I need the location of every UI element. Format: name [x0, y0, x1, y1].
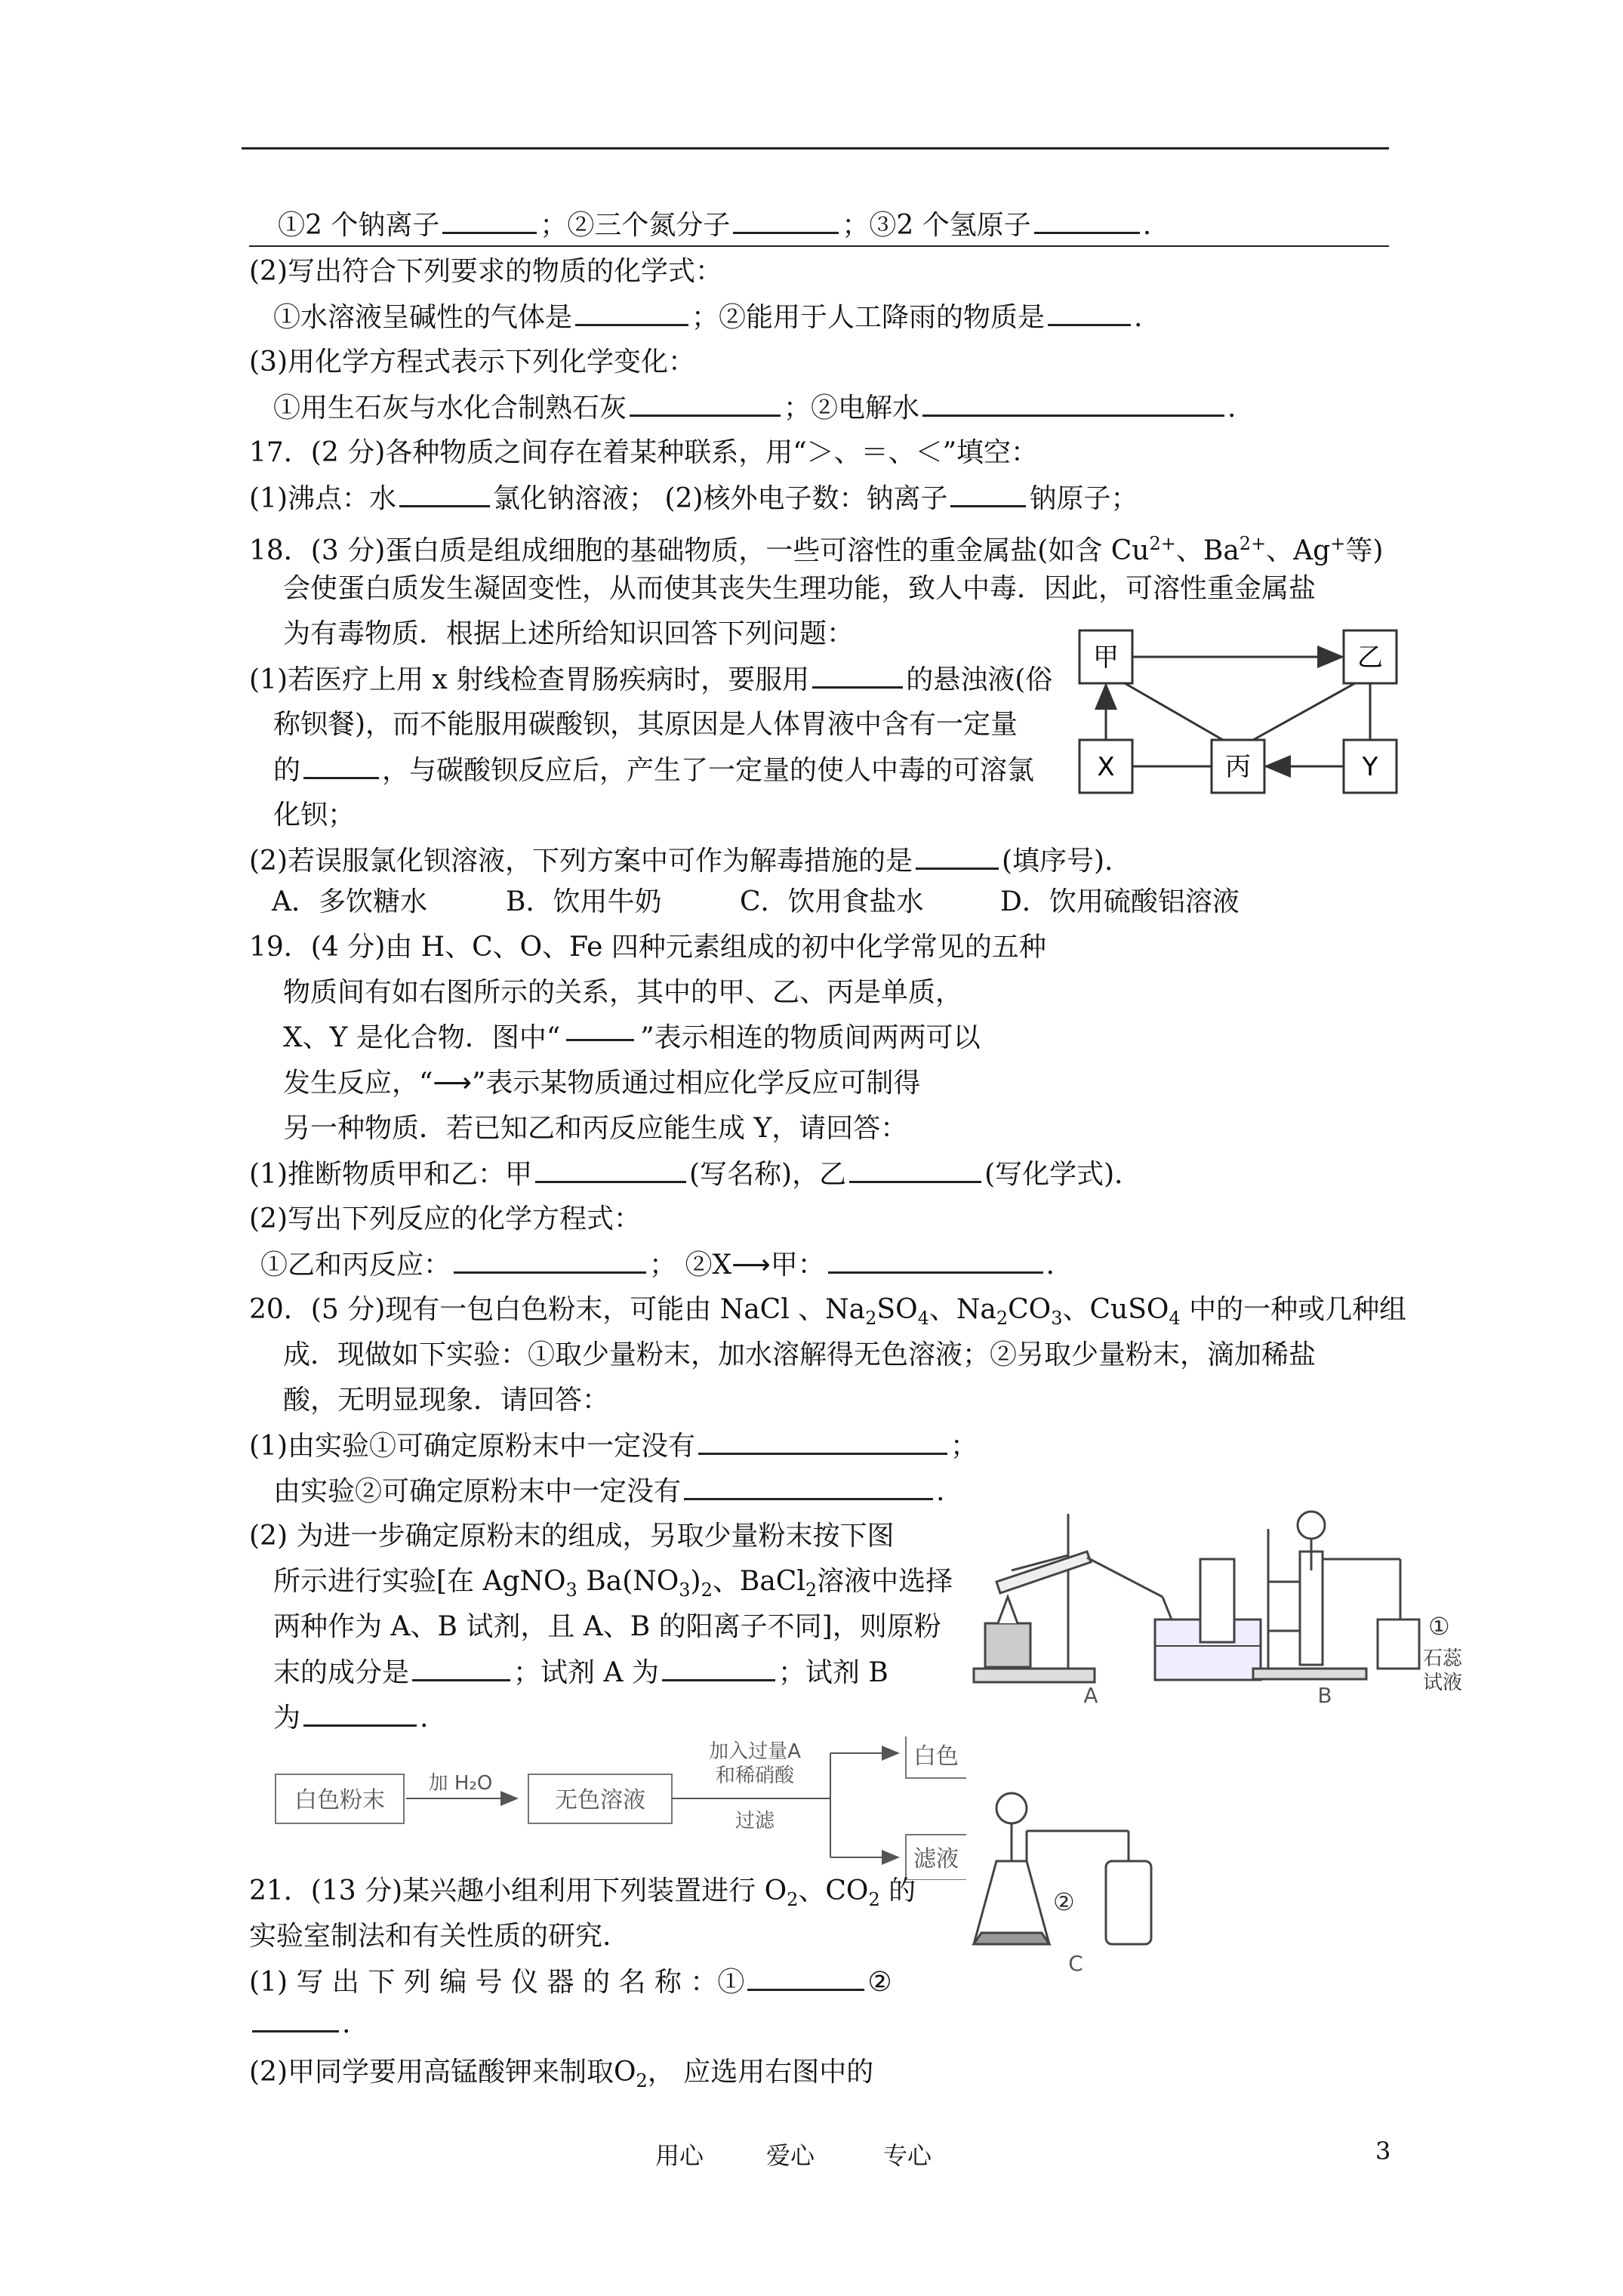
question-18: 18．(3 分)蛋白质是组成细胞的基础物质，一些可溶性的重金属盐(如含 $Cu^{2+}$、$Ba^{2+}$、Ag+等)	[249, 533, 1384, 566]
question-20-text: 为 .	[273, 1699, 428, 1737]
header-rule	[242, 147, 1389, 149]
answer-blank[interactable]	[747, 1963, 864, 1991]
question-19-text: 发生反应，“⟶”表示某物质通过相应化学反应可制得	[283, 1068, 921, 1099]
question-18-part1: (1)若医疗上用 x 射线检查胃肠疾病时，要服用 的悬浊液(俗	[249, 661, 1052, 699]
apparatus-figure	[966, 1499, 1487, 1989]
footer-3: 专心	[883, 2141, 932, 2170]
question-18-text: 化钡；	[273, 800, 356, 831]
flow-label-reagent: 加入过量A	[709, 1740, 801, 1763]
label-x: X	[1097, 752, 1115, 782]
question-21-part1: (1) 写 出 下 列 编 号 仪 器 的 名 称 ：① ②	[249, 1963, 892, 2002]
answer-blank[interactable]	[252, 2005, 339, 2032]
footer-1: 用心	[655, 2141, 704, 2170]
question-19-part1: (1)推断物质甲和乙：甲 (写名称)，乙 (写化学式)．	[249, 1155, 1141, 1194]
line-symbol	[566, 1039, 634, 1041]
question-20-part1: (1)由实验①可确定原粉末中一定没有 ；	[249, 1427, 978, 1465]
footer-2: 爱心	[766, 2141, 815, 2170]
option-c[interactable]: C．饮用食盐水	[740, 886, 924, 917]
label-apparatus-c: C	[1068, 1951, 1083, 1976]
relation-diagram	[1064, 615, 1412, 804]
answer-blank[interactable]	[630, 389, 781, 417]
label-yi: 乙	[1357, 643, 1383, 673]
answer-blank[interactable]	[303, 1699, 417, 1727]
question-19-text: X、Y 是化合物．图中“ ”表示相连的物质间两两可以	[283, 1022, 981, 1053]
answer-blank[interactable]	[1048, 298, 1131, 326]
section-rule	[249, 245, 1389, 247]
answer-blank[interactable]	[454, 1246, 646, 1274]
arrow-symbol: ⟶	[433, 1068, 473, 1099]
answer-blank[interactable]	[535, 1155, 686, 1183]
question-21-part2: (2)甲同学要用高锰酸钾来制取$O_2$， 应选用右图中的	[249, 2057, 874, 2092]
label-litmus-1: 石蕊	[1423, 1647, 1463, 1670]
answer-blank[interactable]	[1034, 206, 1140, 234]
answer-blank[interactable]	[812, 661, 903, 689]
answer-blank[interactable]	[922, 389, 1224, 417]
flow-label-water: 加 H₂O	[428, 1772, 493, 1795]
question-20-text: 酸，无明显现象．请回答：	[283, 1385, 610, 1416]
question-20-text: 所示进行实验[在 AgNO$_3$ $Ba(NO_3)_2$、BaCl$_2$溶液中选择	[273, 1566, 953, 1601]
answer-blank[interactable]	[303, 751, 379, 779]
flow-box-solution: 无色溶液	[555, 1787, 645, 1814]
answer-blank[interactable]	[950, 479, 1026, 507]
label-litmus-2: 试液	[1423, 1672, 1463, 1694]
answer-blank[interactable]	[849, 1155, 981, 1183]
question-20-part2: (2) 为进一步确定原粉末的组成，另取少量粉末按下图	[249, 1521, 895, 1552]
label-apparatus-a: A	[1083, 1683, 1098, 1708]
question-21-text: 实验室制法和有关性质的研究.	[249, 1921, 611, 1952]
answer-blank[interactable]	[733, 206, 839, 234]
label-y: Y	[1362, 752, 1378, 782]
question-21: 21．(13 分)某兴趣小组利用下列装置进行 $O_2$、$CO_2$ 的	[249, 1875, 916, 1911]
flow-label-acid: 和稀硝酸	[715, 1764, 795, 1787]
label-jia: 甲	[1093, 643, 1119, 673]
question-18-text: 会使蛋白质发生凝固变性，从而使其丧失生理功能，致人中毒．因此，可溶性重金属盐	[283, 573, 1317, 604]
answer-blank[interactable]	[916, 842, 999, 870]
line-equation-blanks: ①用生石灰与水化合制熟石灰 ；②电解水 .	[273, 389, 1236, 427]
flow-diagram	[272, 1737, 966, 1880]
answer-blank[interactable]	[698, 1427, 947, 1455]
question-18-options	[272, 883, 1240, 921]
question-20-part1b: 由实验②可确定原粉末中一定没有 .	[273, 1472, 944, 1511]
answer-blank[interactable]	[399, 479, 490, 507]
option-b[interactable]: B．饮用牛奶	[506, 886, 662, 917]
label-apparatus-b: B	[1317, 1683, 1332, 1708]
answer-blank[interactable]	[575, 298, 688, 326]
option-d[interactable]: D．饮用硫酸铝溶液	[1000, 886, 1240, 917]
question-19-text: 物质间有如右图所示的关系，其中的甲、乙、丙是单质，	[283, 977, 963, 1008]
question-19-part2-blanks: ①乙和丙反应： ； ②X⟶甲： ．	[260, 1246, 1073, 1284]
flow-box-powder: 白色粉末	[294, 1787, 385, 1814]
answer-blank[interactable]	[828, 1246, 1043, 1274]
answer-blank[interactable]	[412, 1653, 510, 1681]
line-ions: ①2 个钠离子 ；②三个氮分子 ；③2 个氢原子 .	[278, 206, 1151, 245]
question-18-text: 称钡餐)，而不能服用碳酸钡，其原因是人体胃液中含有一定量	[273, 709, 1018, 740]
answer-blank[interactable]	[442, 206, 537, 234]
question-20: 20．(5 分)现有一包白色粉末，可能由 NaCl 、$Na_2SO_4$、$Na_2CO_3$、CuSO$_4$ 中的一种或几种组	[249, 1294, 1407, 1330]
question-19-text: 另一种物质．若已知乙和丙反应能生成 Y，请回答：	[283, 1113, 908, 1144]
mark-2: ②	[1053, 1888, 1075, 1916]
question-19-part2: (2)写出下列反应的化学方程式：	[249, 1203, 641, 1234]
label-bing: 丙	[1225, 752, 1251, 782]
question-21-part1b: .	[249, 2005, 350, 2043]
page-number: 3	[1375, 2137, 1391, 2165]
answer-blank[interactable]	[662, 1653, 775, 1681]
question-18-text: 为有毒物质．根据上述所给知识回答下列问题：	[283, 618, 855, 649]
option-a[interactable]: A．多饮糖水	[272, 886, 427, 917]
mark-1: ①	[1428, 1612, 1450, 1641]
question-20-text: 两种作为 A、B 试剂，且 A、B 的阳离子不同]，则原粉	[273, 1611, 941, 1642]
question-18-part2: (2)若误服氯化钡溶液，下列方案中可作为解毒措施的是 (填序号)．	[249, 842, 1132, 880]
question-17: 17．(2 分)各种物质之间存在着某种联系，用“＞、＝、＜”填空：	[249, 437, 1039, 468]
arrow-symbol: ⟶	[731, 1250, 771, 1281]
answer-blank[interactable]	[684, 1472, 933, 1500]
question-19: 19．(4 分)由 H、C、O、Fe 四种元素组成的初中化学常见的五种	[249, 932, 1046, 963]
flow-label-filter: 过滤	[735, 1810, 775, 1832]
line-equation-heading: (3)用化学方程式表示下列化学变化：	[249, 347, 695, 378]
question-18-text: 的 ，与碳酸钡反应后，产生了一定量的使人中毒的可溶氯	[273, 751, 1034, 790]
flow-box-filtrate: 滤液	[913, 1846, 959, 1872]
question-17-parts: (1)沸点：水 氯化钠溶液； (2)核外电子数：钠离子 钠原子；	[249, 479, 1138, 518]
question-20-text: 成．现做如下实验：①取少量粉末，加水溶解得无色溶液；②另取少量粉末，滴加稀盐	[283, 1339, 1317, 1370]
line-formula-heading: (2)写出符合下列要求的物质的化学式：	[249, 256, 722, 287]
line-formula-blanks: ①水溶液呈碱性的气体是 ；②能用于人工降雨的物质是 .	[273, 298, 1142, 337]
question-20-text: 末的成分是 ；试剂 A 为 ；试剂 B	[273, 1653, 888, 1692]
flow-box-precipitate: 白色	[913, 1743, 959, 1770]
